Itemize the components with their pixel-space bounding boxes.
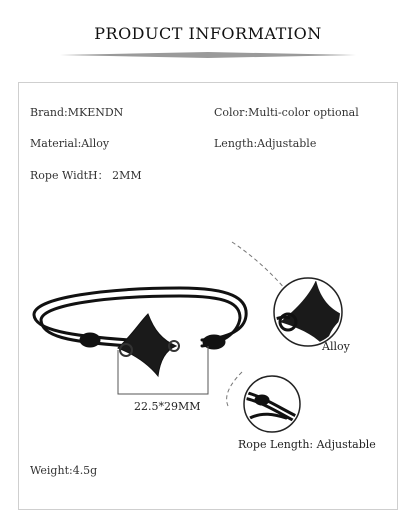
page-title: PRODUCT INFORMATION <box>94 24 322 43</box>
material-spec: Material:Alloy <box>30 137 110 150</box>
weight-spec: Weight:4.5g <box>30 464 98 477</box>
color-spec: Color:Multi-color optional <box>214 106 359 119</box>
bracelet-image <box>34 288 246 376</box>
rope-guide-line <box>227 372 242 406</box>
rope-length-label: Rope Length: Adjustable <box>238 438 376 451</box>
rope-detail-image <box>244 376 300 432</box>
alloy-guide-line <box>232 242 286 290</box>
size-label: 22.5*29MM <box>134 400 201 413</box>
length-spec: Length:Adjustable <box>214 137 317 150</box>
rope-width-spec: Rope WidtH： 2MM <box>30 169 142 182</box>
alloy-label: Alloy <box>322 340 350 353</box>
brand-spec: Brand:MKENDN <box>30 106 124 119</box>
alloy-detail-image <box>272 278 346 348</box>
